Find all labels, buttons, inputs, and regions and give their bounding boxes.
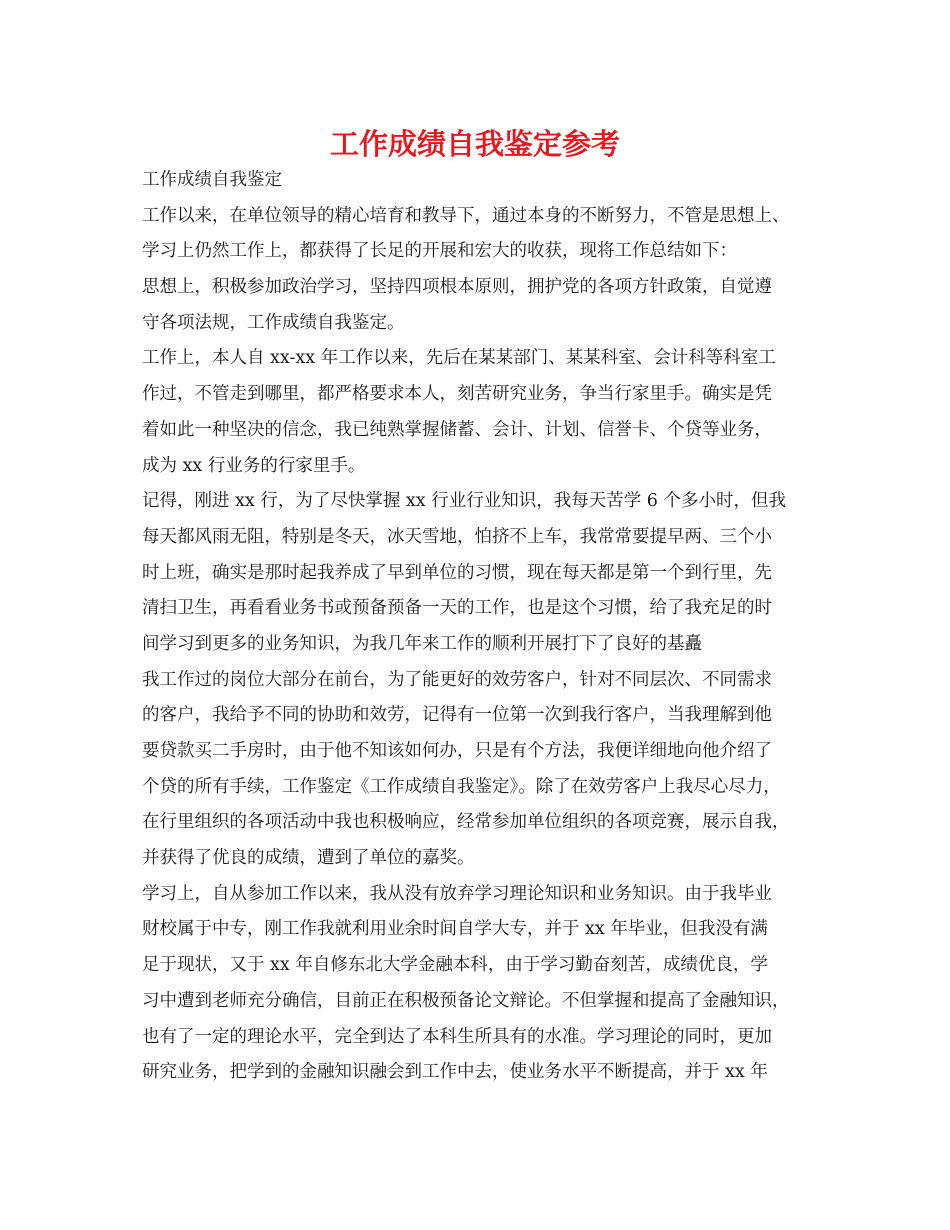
text-line: 工作以来，在单位领导的精心培育和教导下，通过本身的不断努力，不管是思想上、 [142,205,790,226]
text-line: 研究业务，把学到的金融知识融会到工作中去，使业务水平不断提高，并于 xx 年 [142,1062,768,1083]
text-line: 成为 xx 行业务的行家里手。 [142,455,366,476]
text-line: 习中遭到老师充分确信，目前正在积极预备论文辩论。不但掌握和提高了金融知识， [142,990,790,1011]
text-line: 间学习到更多的业务知识，为我几年来工作的顺利开展打下了良好的基矗 [142,633,702,654]
text-line: 也有了一定的理论水平，完全到达了本科生所具有的水准。学习理论的同时，更加 [142,1026,772,1047]
text-line: 个贷的所有手续，工作鉴定《工作成绩自我鉴定》。除了在效劳客户上我尽心尽力， [142,776,781,797]
text-line: 足于现状，又于 xx 年自修东北大学金融本科，由于学习勤奋刻苦，成绩优良，学 [142,955,768,976]
text-line: 作过，不管走到哪里，都严格要求本人，刻苦研究业务，争当行家里手。确实是凭 [142,384,772,405]
text-line: 在行里组织的各项活动中我也积极响应，经常参加单位组织的各项竞赛，展示自我， [142,812,790,833]
text-line: 着如此一种坚决的信念，我已纯熟掌握储蓄、会计、计划、信誉卡、个贷等业务， [142,419,772,440]
text-line: 守各项法规，工作成绩自我鉴定。 [142,312,405,333]
text-line: 我工作过的岗位大部分在前台，为了能更好的效劳客户，针对不同层次、不同需求 [142,669,772,690]
document-body [142,163,832,1091]
text-line: 每天都风雨无阻，特别是冬天，冰天雪地，怕挤不上车，我常常要提早两、三个小 [142,526,772,547]
text-line: 工作成绩自我鉴定 [142,170,282,190]
text-line: 记得，刚进 xx 行，为了尽快掌握 xx 行业行业知识，我每天苦学 6 个多小时，但我 [142,491,786,512]
text-line: 财校属于中专，刚工作我就利用业余时间自学大专，并于 xx 年毕业，但我没有满 [142,919,768,940]
text-line: 工作上，本人自 xx-xx 年工作以来，先后在某某部门、某某科室、会计科等科室工 [142,348,776,369]
text-line: 并获得了优良的成绩，遭到了单位的嘉奖。 [142,848,475,869]
text-line: 清扫卫生，再看看业务书或预备预备一天的工作，也是这个习惯，给了我充足的时 [142,598,772,619]
text-line: 学习上，自从参加工作以来，我从没有放弃学习理论知识和业务知识。由于我毕业 [142,883,772,904]
text-line: 的客户，我给予不同的协助和效劳，记得有一位第一次到我行客户，当我理解到他 [142,705,772,726]
text-line: 思想上，积极参加政治学习，坚持四项根本原则，拥护党的各项方针政策，自觉遵 [142,277,772,298]
text-line: 学习上仍然工作上，都获得了长足的开展和宏大的收获，现将工作总结如下： [142,241,737,262]
document-title: 工作成绩自我鉴定参考 [329,127,620,161]
text-line: 要贷款买二手房时，由于他不知该如何办，只是有个方法，我便详细地向他介绍了 [142,741,772,761]
text-line: 时上班，确实是那时起我养成了早到单位的习惯，现在每天都是第一个到行里，先 [142,562,772,583]
